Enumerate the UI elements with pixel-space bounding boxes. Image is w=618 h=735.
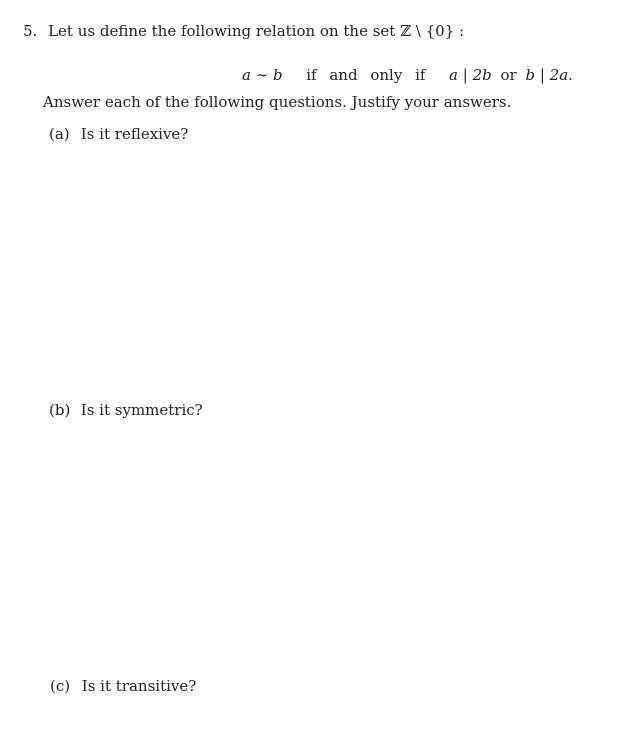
- part-c-label: (c): [50, 677, 71, 695]
- relation-condition-2: b | 2a.: [525, 66, 573, 84]
- relation-word-if: if: [306, 66, 317, 84]
- part-a-question: Is it reflexive?: [80, 125, 189, 143]
- relation-word-only: only: [370, 66, 403, 84]
- part-a: [49, 124, 188, 144]
- relation-word-if-2: if: [415, 66, 426, 84]
- relation-lhs: a ∼ b: [242, 66, 283, 84]
- problem-colon: :: [459, 22, 465, 40]
- instructions-text: Answer each of the following questions. Justify your answers.: [43, 93, 512, 111]
- problem-heading: [23, 21, 464, 41]
- part-b: [49, 400, 203, 420]
- part-b-question: Is it symmetric?: [80, 401, 203, 419]
- part-a-label: (a): [49, 125, 70, 143]
- relation-word-and: and: [329, 66, 358, 84]
- part-c: [50, 676, 196, 696]
- problem-intro-text: Let us define the following relation on the set: [48, 22, 401, 40]
- part-b-label: (b): [49, 401, 71, 419]
- problem-number: 5.: [23, 22, 38, 40]
- relation-condition-1: a | 2b: [449, 66, 492, 84]
- set-symbol: ℤ \ {0}: [400, 22, 455, 40]
- relation-word-or: or: [500, 66, 517, 84]
- relation-definition: [242, 65, 573, 85]
- part-c-question: Is it transitive?: [81, 677, 197, 695]
